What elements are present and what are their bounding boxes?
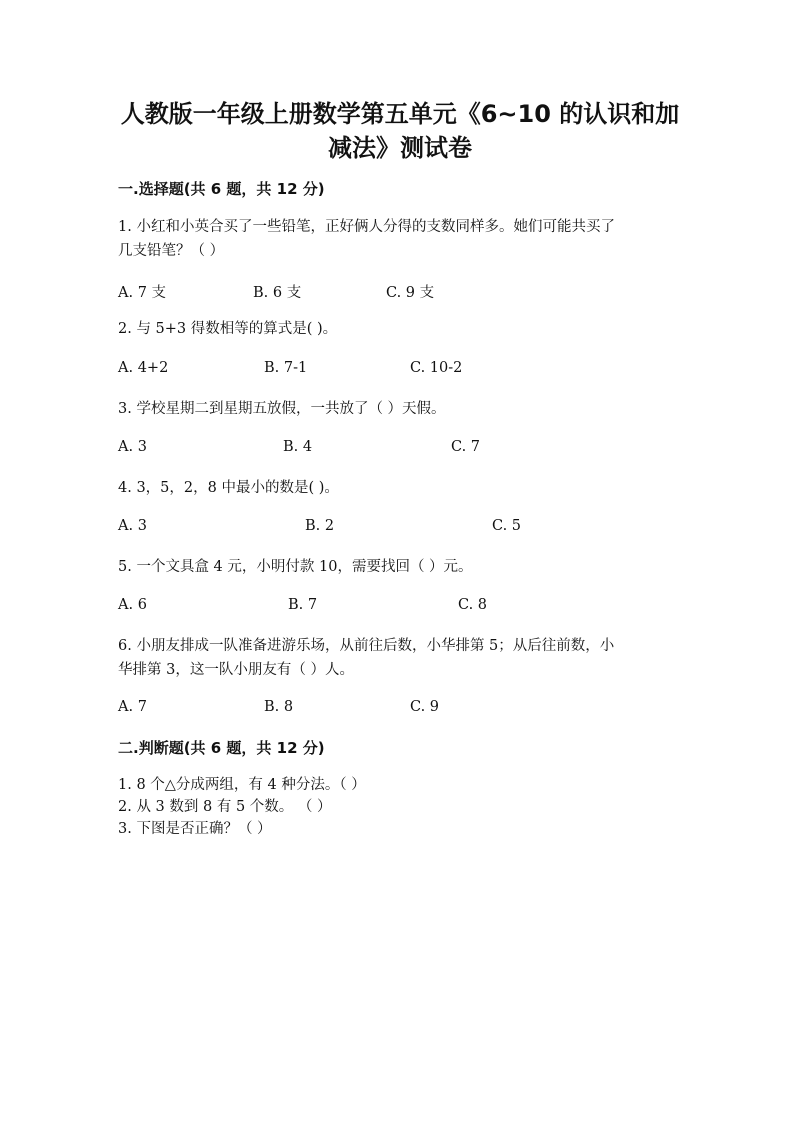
question-4-line-1: 4. 3，5，2，8 中最小的数是( )。 — [118, 480, 339, 496]
question-2-option-a: A. 4+2 — [118, 360, 169, 376]
judgment-item-3: 3. 下图是否正确？（ ） — [118, 821, 272, 837]
question-5-line-1: 5. 一个文具盒 4 元，小明付款 10，需要找回（ ）元。 — [118, 559, 473, 575]
question-3-line-1: 3. 学校星期二到星期五放假，一共放了（ ）天假。 — [118, 401, 446, 417]
question-3-option-b: B. 4 — [283, 439, 313, 455]
question-1-line-2: 几支铅笔？（ ） — [118, 243, 225, 259]
question-2-line-1: 2. 与 5+3 得数相等的算式是( )。 — [118, 321, 338, 337]
section-heading-judgment: 二.判断题(共 6 题，共 12 分) — [118, 739, 325, 757]
question-3-option-a: A. 3 — [118, 439, 147, 455]
question-4-option-c: C. 5 — [492, 518, 522, 534]
page-title-line-2: 减法》测试卷 — [328, 134, 472, 162]
question-1-line-1: 1. 小红和小英合买了一些铅笔，正好俩人分得的支数同样多。她们可能共买了 — [118, 219, 615, 235]
question-6-option-a: A. 7 — [118, 699, 147, 715]
question-4-option-a: A. 3 — [118, 518, 147, 534]
question-2-option-b: B. 7-1 — [264, 360, 308, 376]
question-3-option-c: C. 7 — [451, 439, 481, 455]
question-6-line-1: 6. 小朋友排成一队准备进游乐场，从前往后数，小华排第 5；从后往前数，小 — [118, 638, 615, 654]
question-5-option-b: B. 7 — [288, 597, 318, 613]
question-1-option-a: A. 7 支 — [118, 285, 167, 301]
question-6-option-c: C. 9 — [410, 699, 440, 715]
judgment-item-2: 2. 从 3 数到 8 有 5 个数。 （ ） — [118, 799, 332, 815]
judgment-item-1: 1. 8 个△分成两组，有 4 种分法。（ ） — [118, 777, 366, 793]
question-1-option-c: C. 9 支 — [386, 285, 435, 301]
section-heading-choice: 一.选择题(共 6 题，共 12 分) — [118, 180, 325, 198]
question-6-line-2: 华排第 3，这一队小朋友有（ ）人。 — [118, 662, 354, 678]
question-5-option-c: C. 8 — [458, 597, 488, 613]
question-2-option-c: C. 10-2 — [410, 360, 463, 376]
question-6-option-b: B. 8 — [264, 699, 294, 715]
page-title-line-1: 人教版一年级上册数学第五单元《6~10 的认识和加 — [120, 100, 680, 128]
question-5-option-a: A. 6 — [118, 597, 147, 613]
question-4-option-b: B. 2 — [305, 518, 335, 534]
question-1-option-b: B. 6 支 — [253, 285, 302, 301]
